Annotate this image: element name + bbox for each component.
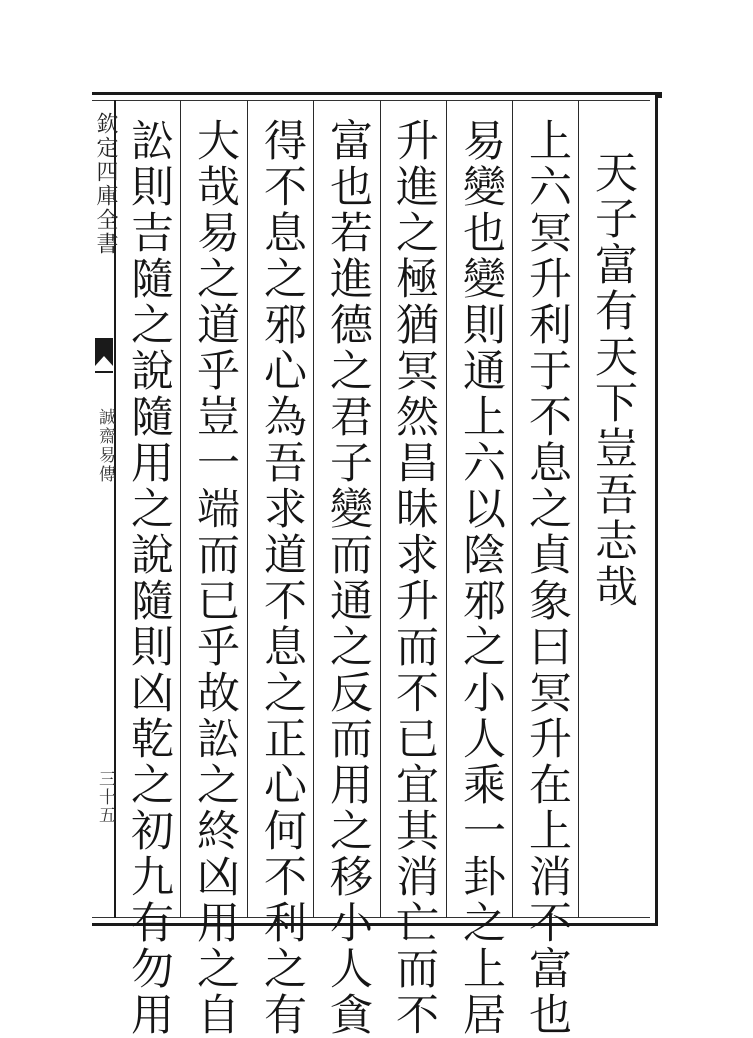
margin-book-title: 誠齋易傳	[95, 408, 115, 484]
text-column-6: 得不息之邪心為吾求道不息之正心何不利之有	[257, 118, 307, 1038]
text-column-1: 天子富有天下豈吾志哉	[588, 150, 638, 610]
column-rule	[380, 100, 381, 918]
column-rule	[512, 100, 513, 918]
column-rule	[578, 100, 579, 918]
margin-page-number: 三十五	[95, 770, 115, 824]
text-column-8: 訟則吉隨之說隨用之說隨則凶乾之初九有勿用	[124, 118, 174, 1038]
column-rule	[446, 100, 447, 918]
corner-mark	[656, 92, 662, 98]
text-column-4: 升進之極猶冥然昌昧求升而不已宜其消亡而不	[389, 118, 439, 1038]
text-column-2: 上六冥升利于不息之貞象曰冥升在上消不富也	[522, 118, 572, 1038]
column-rule	[247, 100, 248, 918]
column-rule	[313, 100, 314, 918]
text-column-7: 大哉易之道乎豈一端而已乎故訟之終凶用之自	[190, 118, 240, 1038]
text-column-5: 富也若進德之君子變而通之反而用之移小人貪	[323, 118, 373, 1038]
fish-tail-mark	[94, 338, 114, 378]
text-column-3: 易變也變則通上六以陰邪之小人乘一卦之上居	[456, 118, 506, 1038]
column-rule	[180, 100, 181, 918]
margin-title: 欽定四庫全書	[93, 112, 118, 256]
